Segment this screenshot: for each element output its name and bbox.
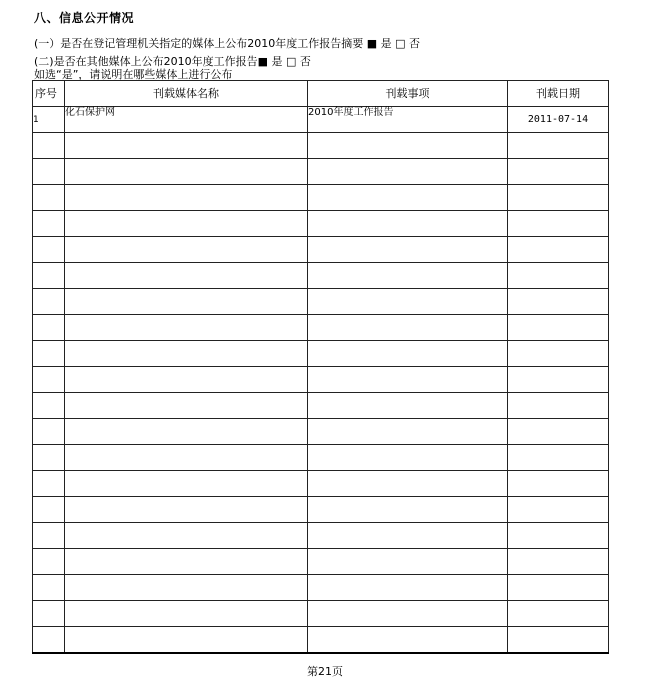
- cell-item: [308, 133, 508, 159]
- question-other-media: (二)是否在其他媒体上公布2010年度工作报告■ 是 □ 否: [34, 55, 311, 68]
- cell-item: [308, 419, 508, 445]
- cell-seq: [33, 289, 65, 315]
- cell-media-name: [65, 523, 308, 549]
- cell-date: [508, 393, 609, 419]
- cell-seq: [33, 601, 65, 627]
- cell-item: [308, 211, 508, 237]
- cell-seq: [33, 445, 65, 471]
- publication-table: [32, 80, 609, 654]
- cell-item: [308, 263, 508, 289]
- cell-media-name: [65, 133, 308, 159]
- cell-media-name: [65, 237, 308, 263]
- cell-seq: [33, 159, 65, 185]
- cell-seq: [33, 211, 65, 237]
- cell-item: [308, 341, 508, 367]
- cell-seq: 1: [33, 107, 65, 133]
- table-row: [33, 237, 609, 263]
- cell-media-name: [65, 315, 308, 341]
- cell-media-name: [65, 289, 308, 315]
- cell-seq: [33, 497, 65, 523]
- cell-date: [508, 289, 609, 315]
- cell-item: 2010年度工作报告: [308, 107, 508, 133]
- cell-media-name: [65, 627, 308, 654]
- cell-media-name: [65, 471, 308, 497]
- table-row: [33, 341, 609, 367]
- cell-seq: [33, 263, 65, 289]
- cell-date: [508, 159, 609, 185]
- table-row: [33, 107, 609, 133]
- header-seq: 序号: [33, 81, 65, 107]
- cell-item: [308, 549, 508, 575]
- table-row: [33, 367, 609, 393]
- cell-media-name: [65, 185, 308, 211]
- cell-date: [508, 133, 609, 159]
- table-row: [33, 471, 609, 497]
- cell-item: [308, 627, 508, 654]
- cell-seq: [33, 185, 65, 211]
- cell-item: [308, 471, 508, 497]
- cell-seq: [33, 341, 65, 367]
- cell-date: [508, 575, 609, 601]
- table-header-row: [33, 81, 609, 107]
- cell-media-name: [65, 549, 308, 575]
- cell-seq: [33, 575, 65, 601]
- cell-date: [508, 549, 609, 575]
- cell-media-name: [65, 497, 308, 523]
- cell-date: [508, 315, 609, 341]
- table-row: [33, 601, 609, 627]
- cell-media-name: [65, 445, 308, 471]
- cell-date: [508, 237, 609, 263]
- cell-item: [308, 523, 508, 549]
- cell-seq: [33, 237, 65, 263]
- table-row: [33, 445, 609, 471]
- cell-date: [508, 263, 609, 289]
- header-item: 刊载事项: [308, 81, 508, 107]
- question-designated-media: (一）是否在登记管理机关指定的媒体上公布2010年度工作报告摘要 ■ 是 □ 否: [34, 37, 421, 50]
- cell-item: [308, 393, 508, 419]
- header-media-name: 刊载媒体名称: [65, 81, 308, 107]
- table-row: [33, 289, 609, 315]
- cell-item: [308, 575, 508, 601]
- table-row: [33, 549, 609, 575]
- table-row: [33, 627, 609, 654]
- cell-item: [308, 289, 508, 315]
- cell-seq: [33, 315, 65, 341]
- cell-seq: [33, 393, 65, 419]
- cell-item: [308, 445, 508, 471]
- cell-date: [508, 185, 609, 211]
- table-row: [33, 497, 609, 523]
- table-row: [33, 185, 609, 211]
- cell-media-name: 化石保护网: [65, 107, 308, 133]
- cell-seq: [33, 627, 65, 654]
- cell-item: [308, 159, 508, 185]
- cell-media-name: [65, 419, 308, 445]
- cell-date: 2011-07-14: [508, 107, 609, 133]
- table-row: [33, 315, 609, 341]
- table-row: [33, 211, 609, 237]
- cell-media-name: [65, 601, 308, 627]
- section-title: 八、信息公开情况: [34, 11, 135, 25]
- cell-date: [508, 419, 609, 445]
- header-date: 刊载日期: [508, 81, 609, 107]
- cell-seq: [33, 419, 65, 445]
- cell-media-name: [65, 367, 308, 393]
- table-row: [33, 575, 609, 601]
- cell-item: [308, 237, 508, 263]
- cell-date: [508, 497, 609, 523]
- cell-date: [508, 471, 609, 497]
- cell-item: [308, 497, 508, 523]
- cell-seq: [33, 133, 65, 159]
- cell-media-name: [65, 263, 308, 289]
- table-row: [33, 263, 609, 289]
- cell-item: [308, 367, 508, 393]
- table-row: [33, 133, 609, 159]
- cell-seq: [33, 367, 65, 393]
- cell-date: [508, 601, 609, 627]
- cell-seq: [33, 471, 65, 497]
- table-row: [33, 159, 609, 185]
- cell-date: [508, 341, 609, 367]
- cell-media-name: [65, 575, 308, 601]
- table-row: [33, 523, 609, 549]
- cell-media-name: [65, 159, 308, 185]
- cell-date: [508, 367, 609, 393]
- cell-item: [308, 315, 508, 341]
- cell-media-name: [65, 341, 308, 367]
- cell-seq: [33, 549, 65, 575]
- table-row: [33, 419, 609, 445]
- cell-item: [308, 185, 508, 211]
- cell-date: [508, 211, 609, 237]
- cell-date: [508, 627, 609, 654]
- cell-seq: [33, 523, 65, 549]
- cell-media-name: [65, 393, 308, 419]
- cell-date: [508, 445, 609, 471]
- cell-date: [508, 523, 609, 549]
- cell-item: [308, 601, 508, 627]
- instruction-list-media: 如选“是”，请说明在哪些媒体上进行公布: [34, 68, 233, 81]
- page-number: 第21页: [307, 665, 343, 678]
- cell-media-name: [65, 211, 308, 237]
- table-row: [33, 393, 609, 419]
